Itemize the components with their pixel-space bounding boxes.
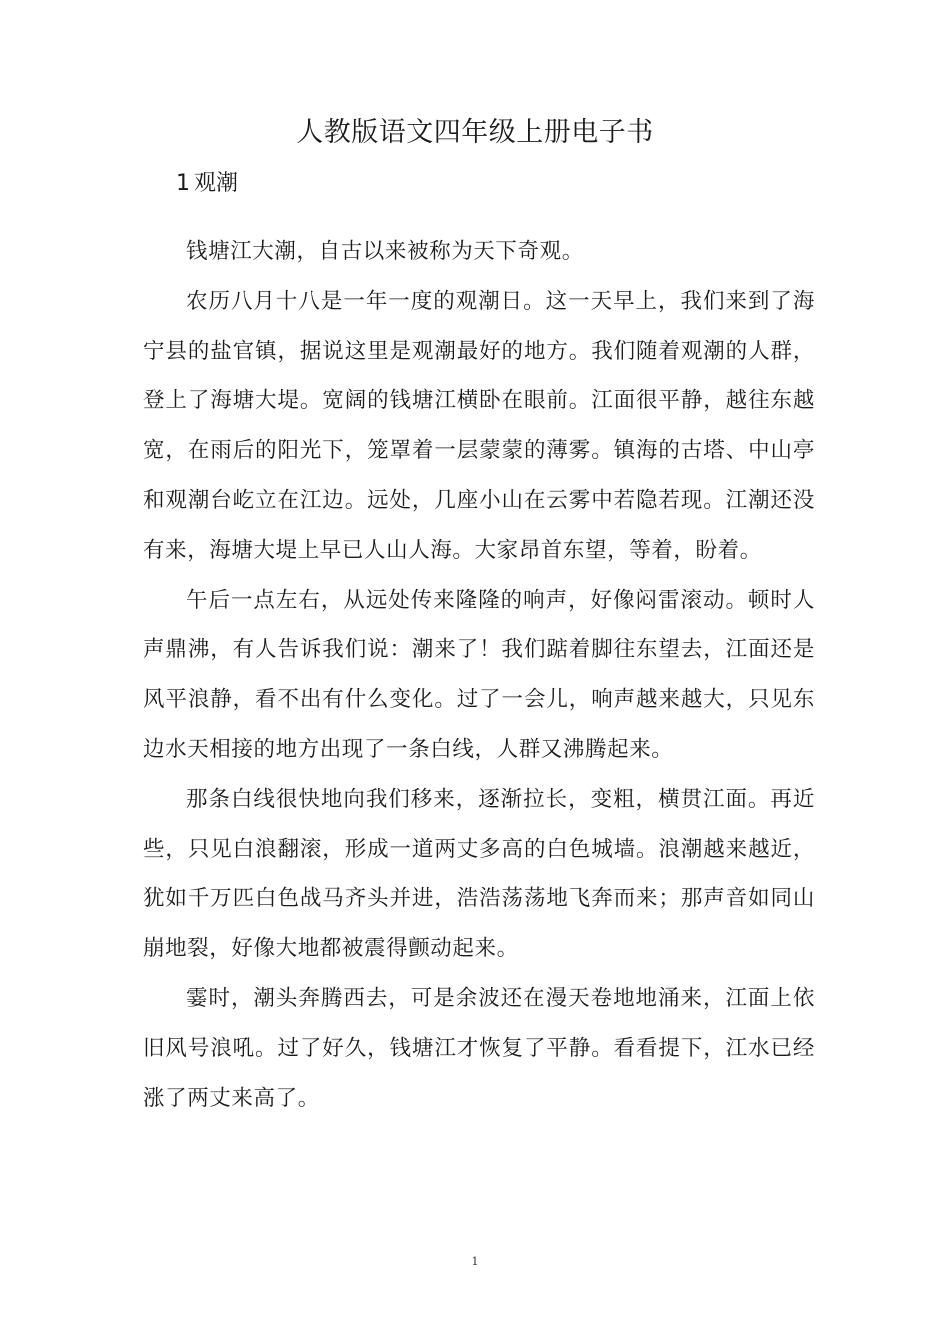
page-number: 1 (471, 1255, 479, 1268)
paragraph-2: 农历八月十八是一年一度的观潮日。这一天早上，我们来到了海宁县的盐官镇，据说这里是观潮最好的地方。我们随着观潮的人群，登上了海塘大堤。宽阔的钱塘江横卧在眼前。江面很平静，越往东越宽，在雨后的阳光下，笼罩着一层蒙蒙的薄雾。镇海的古塔、中山亭和观潮台屹立在江边。远处，几座小山在云雾中若隐若现。江潮还没有来，海塘大堤上早已人山人海。大家昂首东望，等着，盼着。 (143, 288, 815, 563)
paragraph-4: 那条白线很快地向我们移来，逐渐拉长，变粗，横贯江面。再近些，只见白浪翻滚，形成一道两丈多高的白色城墙。浪潮越来越近，犹如千万匹白色战马齐头并进，浩浩荡荡地飞奔而来；那声音如同山崩地裂，好像大地都被震得颤动起来。 (143, 786, 815, 962)
paragraph-5: 霎时，潮头奔腾西去，可是余波还在漫天卷地地涌来，江面上依旧风号浪吼。过了好久，钱塘江才恢复了平静。看看提下，江水已经涨了两丈来高了。 (143, 985, 815, 1111)
lesson-body (143, 227, 815, 1123)
lesson-name: 观潮 (194, 171, 239, 196)
lesson-number: 1 (176, 171, 190, 196)
lesson-heading (176, 166, 238, 202)
paragraph-3: 午后一点左右，从远处传来隆隆的响声，好像闷雷滚动。顿时人声鼎沸，有人告诉我们说：潮来了！我们踮着脚往东望去，江面还是风平浪静，看不出有什么变化。过了一会儿，响声越来越大，只见东边水天相接的地方出现了一条白线，人群又沸腾起来。 (143, 587, 815, 762)
paragraph-1: 钱塘江大潮，自古以来被称为天下奇观。 (186, 239, 584, 264)
document-title: 人教版语文四年级上册电子书 (296, 117, 654, 148)
